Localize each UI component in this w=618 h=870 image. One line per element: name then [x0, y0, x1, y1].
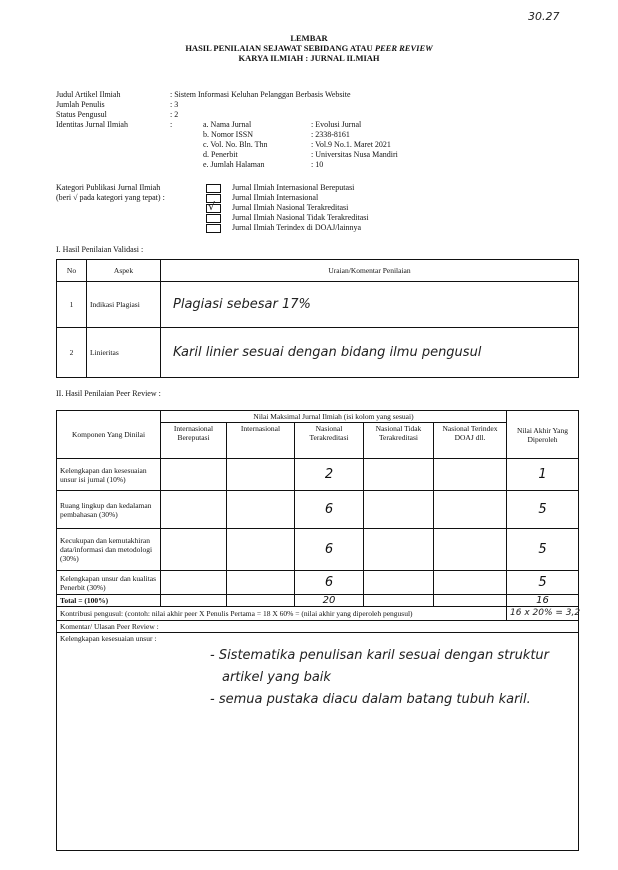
validation-header-row [57, 260, 579, 282]
header-line-2-prefix: HASIL PENILAIAN SEJAWAT SEBIDANG ATAU [185, 43, 375, 53]
score-row [57, 571, 579, 595]
identity-label-vol: c. Vol. No. Bln. Thn [203, 140, 268, 149]
component-label: Kelengkapan unsur dan kualitas Penerbit (30%) [57, 571, 161, 595]
header-internasional: Internasional [227, 423, 295, 459]
komentar-header-row [57, 621, 579, 633]
category-option-1: Jurnal Ilmiah Internasional Bereputasi [232, 183, 355, 192]
score-final: 1 [507, 459, 579, 491]
category-label: Kategori Publikasi Jurnal Ilmiah [56, 183, 161, 192]
komentar-line: - Sistematika penulisan karil sesuai dengan struktur [210, 648, 550, 663]
category-option-3: Jurnal Ilmiah Nasional Terakreditasi [232, 203, 349, 212]
header-nilai-akhir: Nilai Akhir Yang Diperoleh [507, 411, 579, 459]
identity-value-nama: : Evolusi Jurnal [311, 120, 362, 129]
category-checkbox-5[interactable] [206, 224, 221, 233]
score-nasional: 2 [295, 459, 364, 491]
score-row [57, 459, 579, 491]
category-checkbox-1[interactable] [206, 184, 221, 193]
score-final: 5 [507, 529, 579, 571]
header-line-2-italic: PEER REVIEW [374, 43, 433, 53]
kontribusi-label: Kontribusi pengusul: (contoh: nilai akhir peer X Penulis Pertama = 18 X 60% = (nilai akhir yang diperoleh pengusul) [57, 607, 507, 621]
category-instruction: (beri √ pada kategori yang tepat) : [56, 193, 165, 202]
category-option-5: Jurnal Ilmiah Terindex di DOAJ/lainnya [232, 223, 362, 232]
category-option-4: Jurnal Ilmiah Nasional Tidak Terakreditasi [232, 213, 369, 222]
identity-label-penerbit: d. Penerbit [203, 150, 238, 159]
header-komponen: Komponen Yang Dinilai [57, 411, 161, 459]
validation-aspek: Indikasi Plagiasi [87, 282, 161, 328]
info-value-judul: : Sistem Informasi Keluhan Pelanggan Berbasis Website [170, 90, 351, 99]
validation-comment: Plagiasi sebesar 17% [161, 282, 579, 328]
info-label-identitas: Identitas Jurnal Ilmiah [56, 120, 128, 129]
header-uraian: Uraian/Komentar Penilaian [161, 260, 579, 282]
validation-no: 1 [57, 282, 87, 328]
header-line-2 [0, 43, 618, 53]
score-row [57, 529, 579, 571]
validation-row [57, 328, 579, 378]
komentar-label: Komentar/ Ulasan Peer Review : [57, 621, 579, 633]
total-row [57, 595, 579, 607]
kontribusi-row [57, 607, 579, 621]
total-nasional: 20 [295, 595, 364, 607]
komentar-line: artikel yang baik [222, 670, 331, 685]
identity-label-nama: a. Nama Jurnal [203, 120, 252, 129]
identity-label-halaman: e. Jumlah Halaman [203, 160, 265, 169]
component-label: Ruang lingkup dan kedalaman pembahasan (30%) [57, 491, 161, 529]
category-option-2: Jurnal Ilmiah Internasional [232, 193, 319, 202]
info-label-status: Status Pengusul [56, 110, 107, 119]
validation-aspek: Linieritas [87, 328, 161, 378]
total-final: 16 [507, 595, 579, 607]
info-label-jumlah-penulis: Jumlah Penulis [56, 100, 105, 109]
total-label: Total = (100%) [57, 595, 161, 607]
header-aspek: Aspek [87, 260, 161, 282]
category-checkbox-4[interactable] [206, 214, 221, 223]
komentar-subtitle: Kelengkapan kesesuaian unsur : [60, 634, 157, 643]
score-nasional: 6 [295, 571, 364, 595]
komentar-body-row [57, 633, 579, 851]
kontribusi-value: 16 x 20% = 3,2 [507, 607, 579, 621]
score-final: 5 [507, 571, 579, 595]
score-nasional: 6 [295, 491, 364, 529]
identity-label-issn: b. Nomor ISSN [203, 130, 254, 139]
section-2-title: II. Hasil Penilaian Peer Review : [56, 389, 161, 398]
header-nilai-maksimal: Nilai Maksimal Jurnal Ilmiah (isi kolom yang sesuai) [161, 411, 507, 423]
info-value-jumlah-penulis: : 3 [170, 100, 179, 109]
identity-value-issn: : 2338-8161 [311, 130, 350, 139]
header-nasional-terindex: Nasional Terindex DOAJ dll. [434, 423, 507, 459]
category-checkbox-3[interactable] [206, 200, 221, 213]
identity-value-halaman: : 10 [311, 160, 324, 169]
score-row [57, 491, 579, 529]
header-nasional-tidak-terakreditasi: Nasional Tidak Terakreditasi [364, 423, 434, 459]
identity-value-penerbit: : Universitas Nusa Mandiri [311, 150, 398, 159]
komentar-line: - semua pustaka diacu dalam batang tubuh karil. [210, 692, 531, 707]
validation-comment: Karil linier sesuai dengan bidang ilmu pengusul [161, 328, 579, 378]
header-line-1: LEMBAR [290, 33, 328, 43]
component-label: Kelengkapan dan kesesuaian unsur isi jurnal (10%) [57, 459, 161, 491]
component-label: Kecukupan dan kemutakhiran data/informasi dan metodologi (30%) [57, 529, 161, 571]
score-nasional: 6 [295, 529, 364, 571]
identity-value-vol: : Vol.9 No.1. Maret 2021 [311, 140, 391, 149]
validation-table [56, 259, 579, 378]
validation-row [57, 282, 579, 328]
corner-note: 30.27 [528, 10, 560, 23]
header-no: No [57, 260, 87, 282]
header-internasional-bereputasi: Internasional Bereputasi [161, 423, 227, 459]
info-label-judul: Judul Artikel Ilmiah [56, 90, 121, 99]
validation-no: 2 [57, 328, 87, 378]
info-value-status: : 2 [170, 110, 179, 119]
info-value-identitas: : [170, 120, 173, 129]
peer-review-table [56, 410, 579, 851]
section-1-title: I. Hasil Penilaian Validasi : [56, 245, 144, 254]
header-line-3: KARYA ILMIAH : JURNAL ILMIAH [238, 53, 380, 63]
check-mark-icon: √ [208, 200, 216, 213]
header-nasional-terakreditasi: Nasional Terakreditasi [295, 423, 364, 459]
komentar-body [57, 633, 579, 851]
score-final: 5 [507, 491, 579, 529]
